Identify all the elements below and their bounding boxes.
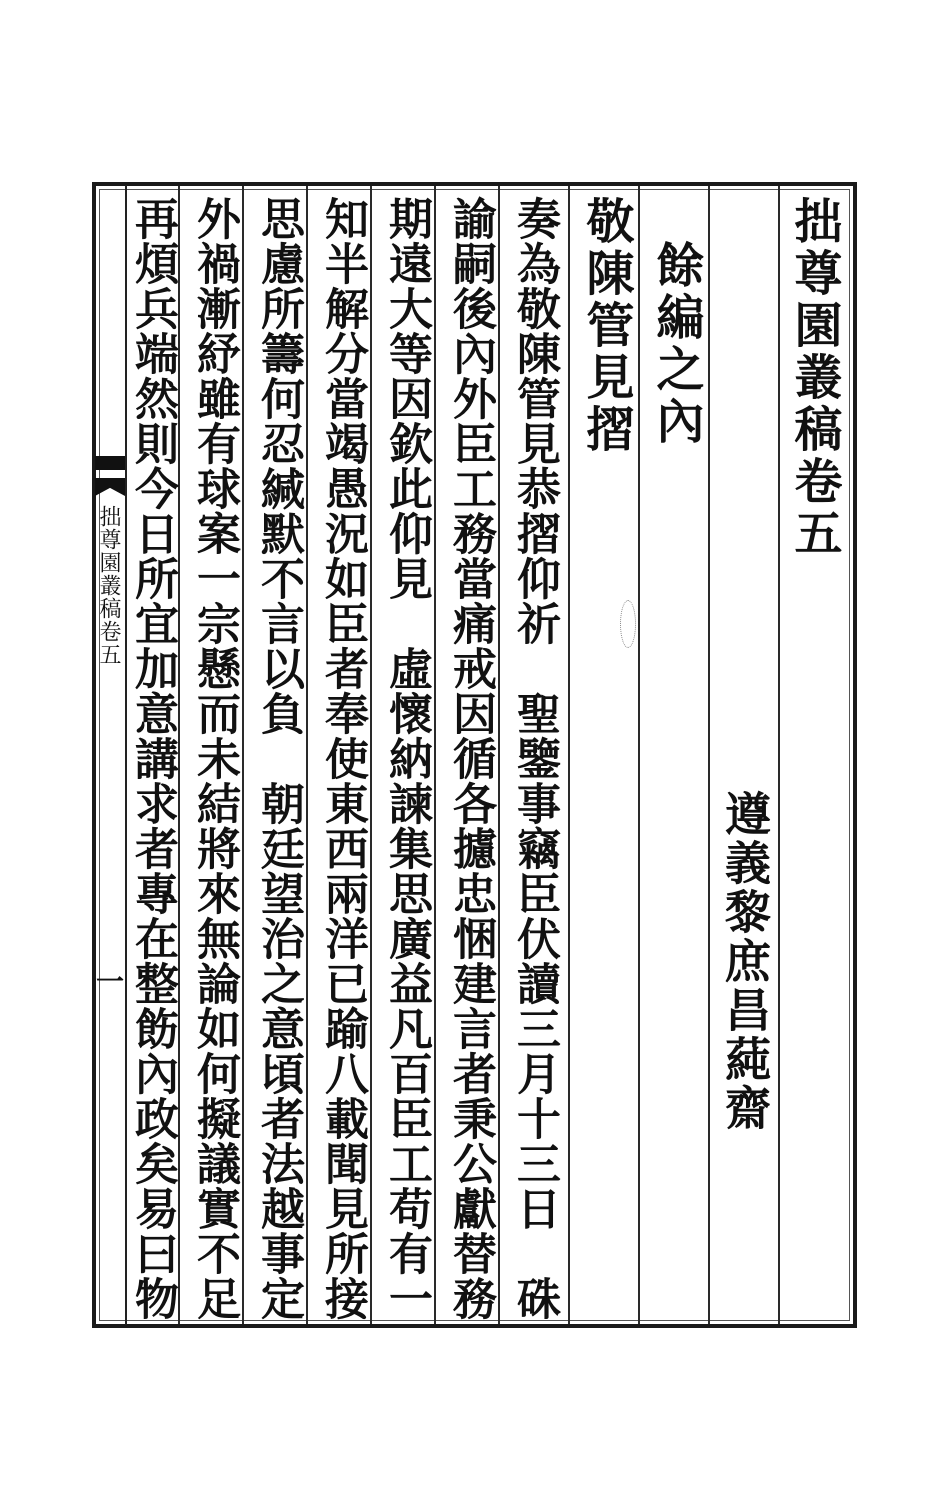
column-rule	[370, 186, 372, 1324]
column-rule	[306, 186, 308, 1324]
column-rule	[242, 186, 244, 1324]
margin-title: 拙尊園叢稿卷五	[96, 505, 121, 666]
author-line: 遵義黎庶昌蒓齋	[718, 790, 772, 1133]
center-margin-column	[95, 185, 127, 1325]
leaf-number: 一	[95, 965, 124, 998]
piece-title: 敬陳管見摺	[578, 196, 634, 456]
text-column: 知半解分當竭愚況如臣者奉使東西兩洋已踰八載聞見所接	[317, 196, 368, 1321]
text-column: 外禍漸紓雖有球案一宗懸而未結將來無論如何擬議實不足	[189, 196, 240, 1321]
column-rule	[638, 186, 640, 1324]
column-rule	[434, 186, 436, 1324]
text-column: 期遠大等因欽此仰見 虛懷納諫集思廣益凡百臣工苟有一	[381, 196, 432, 1321]
column-rule	[708, 186, 710, 1324]
column-rule	[778, 186, 780, 1324]
text-column: 思慮所籌何忍緘默不言以負 朝廷望治之意頃者法越事定	[253, 196, 304, 1321]
text-column: 諭嗣後內外臣工務當痛戒因循各攄忠悃建言者秉公獻替務	[445, 196, 496, 1321]
column-rule	[178, 186, 180, 1324]
column-rule	[498, 186, 500, 1324]
text-column: 再煩兵端然則今日所宜加意講求者專在整飭內政矣易曰物	[127, 196, 178, 1321]
fishtail-mark-upper	[95, 456, 125, 470]
paper-stain	[620, 600, 636, 648]
column-rule	[568, 186, 570, 1324]
section-title: 餘編之內	[648, 240, 704, 448]
text-column: 奏為敬陳管見恭摺仰祈 聖鑒事竊臣伏讀三月十三日 硃	[509, 196, 560, 1321]
running-head: 拙尊園叢稿卷五	[786, 196, 842, 560]
